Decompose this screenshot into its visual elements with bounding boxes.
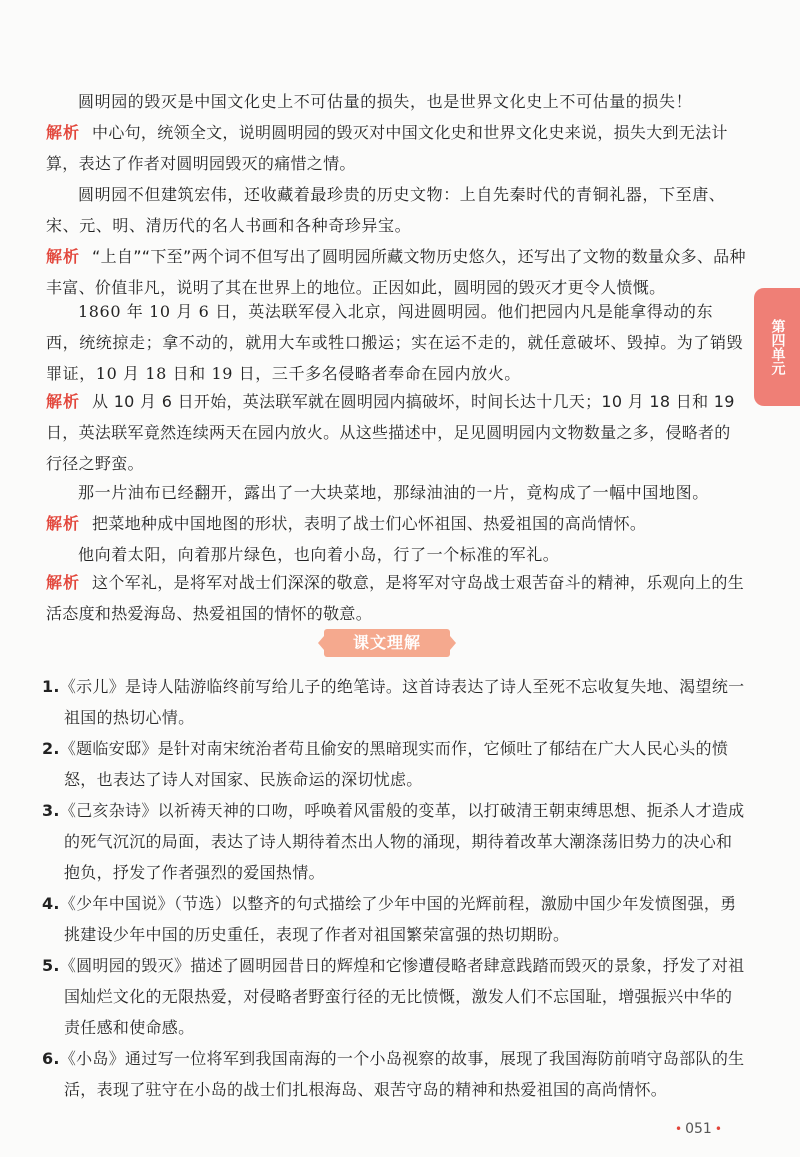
item-text: 《少年中国说》（节选）以整齐的句式描绘了少年中国的光辉前程，激励中国少年发愤图强，勇挑建设少年中国的历史重任，表现了作者对祖国繁荣富强的热切期盼。 xyxy=(59,894,737,944)
item-number: 3. xyxy=(42,801,60,820)
analysis-paragraph xyxy=(46,567,746,629)
understanding-list xyxy=(42,671,748,1105)
list-item xyxy=(42,733,748,795)
item-text: 《圆明园的毁灭》描述了圆明园昔日的辉煌和它惨遭侵略者肆意践踏而毁灭的景象，抒发了对祖国灿烂文化的无限热爱，对侵略者野蛮行径的无比愤慨，激发人们不忘国耻，增强振兴中华的责任感和使命感。 xyxy=(59,956,745,1037)
list-item xyxy=(42,888,748,950)
analysis-paragraph xyxy=(46,117,746,179)
item-text: 《示儿》是诗人陆游临终前写给儿子的绝笔诗。这首诗表达了诗人至死不忘收复失地、渴望统一祖国的热切心情。 xyxy=(59,677,745,727)
bullet-dot-icon: • xyxy=(675,1122,683,1136)
unit-side-tab: 第四单元 xyxy=(754,288,800,406)
item-text: 《己亥杂诗》以祈祷天神的口吻，呼唤着风雷般的变革，以打破清王朝束缚思想、扼杀人才造成的死气沉沉的局面，表达了诗人期待着杰出人物的涌现，期待着改革大潮涤荡旧势力的决心和抱负，抒发了作者强烈的爱国热情。 xyxy=(59,801,745,882)
quote-paragraph: 1860 年 10 月 6 日，英法联军侵入北京，闯进圆明园。他们把园内凡是能拿得动的东西，统统掠走；拿不动的，就用大车或牲口搬运；实在运不走的，就任意破坏、毁掉。为了销毁罪证，10 月 18 日和 19 日，三千多名侵略者奉命在园内放火。 xyxy=(46,302,744,383)
item-text: 《小岛》通过写一位将军到我国南海的一个小岛视察的故事，展现了我国海防前哨守岛部队的生活，表现了驻守在小岛的战士们扎根海岛、艰苦守岛的精神和热爱祖国的高尚情怀。 xyxy=(59,1049,745,1099)
list-item xyxy=(42,795,748,888)
analysis-tag: 解析 xyxy=(46,573,81,592)
page-number-text: 051 xyxy=(685,1121,712,1137)
analysis-text: 中心句，统领全文，说明圆明园的毁灭对中国文化史和世界文化史来说，损失大到无法计算，表达了作者对圆明园毁灭的痛惜之情。 xyxy=(46,123,728,173)
quote-paragraph: 圆明园的毁灭是中国文化史上不可估量的损失，也是世界文化史上不可估量的损失！ xyxy=(78,92,693,111)
item-number: 5. xyxy=(42,956,60,975)
list-item xyxy=(42,671,748,733)
quote-paragraph: 圆明园不但建筑宏伟，还收藏着最珍贵的历史文物：上自先秦时代的青铜礼器，下至唐、宋、元、明、清历代的名人书画和各种奇珍异宝。 xyxy=(46,185,726,235)
page-number xyxy=(672,1121,725,1137)
analysis-text: 从 10 月 6 日开始，英法联军就在圆明园内搞破坏，时间长达十几天；10 月 18 日和 19 日，英法联军竟然连续两天在园内放火。从这些描述中，足见圆明园内文物数量之多，侵略者的行径之野蛮。 xyxy=(46,392,735,473)
item-number: 4. xyxy=(42,894,60,913)
analysis-text: “上自”“下至”两个词不但写出了圆明园所藏文物历史悠久，还写出了文物的数量众多、品种丰富、价值非凡，说明了其在世界上的地位。正因如此，圆明园的毁灭才更令人愤慨。 xyxy=(46,247,746,297)
item-number: 2. xyxy=(42,739,60,758)
analysis-tag: 解析 xyxy=(46,123,81,142)
analysis-text: 这个军礼，是将军对战士们深深的敬意，是将军对守岛战士艰苦奋斗的精神，乐观向上的生活态度和热爱海岛、热爱祖国的情怀的敬意。 xyxy=(46,573,745,623)
analysis-text: 把菜地种成中国地图的形状，表明了战士们心怀祖国、热爱祖国的高尚情怀。 xyxy=(92,514,647,533)
analysis-tag: 解析 xyxy=(46,514,81,533)
bullet-dot-icon: • xyxy=(714,1122,722,1136)
section-title: 课文理解 xyxy=(324,629,450,657)
item-number: 6. xyxy=(42,1049,60,1068)
quote-paragraph: 他向着太阳，向着那片绿色，也向着小岛，行了一个标准的军礼。 xyxy=(78,545,560,564)
list-item xyxy=(42,950,748,1043)
analysis-paragraph xyxy=(46,386,746,479)
analysis-paragraph xyxy=(46,241,746,303)
analysis-tag: 解析 xyxy=(46,247,81,266)
list-item xyxy=(42,1043,748,1105)
quote-paragraph: 那一片油布已经翻开，露出了一大块菜地，那绿油油的一片，竟构成了一幅中国地图。 xyxy=(78,483,709,502)
analysis-tag: 解析 xyxy=(46,392,81,411)
item-text: 《题临安邸》是针对南宋统治者苟且偷安的黑暗现实而作，它倾吐了郁结在广大人民心头的愤怒，也表达了诗人对国家、民族命运的深切忧虑。 xyxy=(59,739,729,789)
analysis-paragraph xyxy=(46,508,746,539)
item-number: 1. xyxy=(42,677,60,696)
